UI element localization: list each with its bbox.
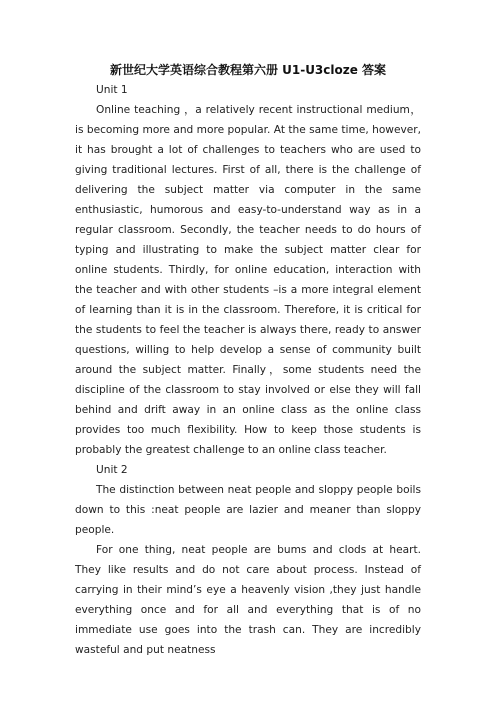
unit1-heading: Unit 1 — [96, 84, 128, 96]
unit2-heading: Unit 2 — [96, 464, 128, 476]
document-page — [75, 0, 421, 660]
unit2-paragraph-1: The distinction between neat people and sloppy people boils down to this :neat people are lazier and meaner than sloppy people. — [75, 484, 421, 536]
unit2-paragraph-2: For one thing, neat people are bums and clods at heart. They like results and do not care about process. Instead of carrying in their mind’s eye a heavenly vision ,they just handle everything once and for all and everything that is of no immediate use goes into the trash can. They are incredibly wasteful and put neatness — [75, 544, 421, 656]
unit1-paragraph: Online teaching ，a relatively recent instructional medium，is becoming more and more popular. At the same time, however, it has brought a lot of challenges to teachers who are used to giving traditional lectures. First of all, there is the challenge of delivering the subject matter via computer in the same enthusiastic, humorous and easy-to-understand way as in a regular classroom. Secondly, the teacher needs to do hours of typing and illustrating to make the subject matter clear for online students. Thirdly, for online education, interaction with the teacher and with other students –is a more integral element of learning than it is in the classroom. Therefore, it is critical for the students to feel the teacher is always there, ready to answer questions, willing to help develop a sense of community built around the subject matter. Finally，some students need the discipline of the classroom to stay involved or else they will fall behind and drift away in an online class as the online class provides too much flexibility. How to keep those students is probably the greatest challenge to an online class teacher. — [75, 104, 421, 456]
document-title: 新世纪大学英语综合教程第六册 U1-U3cloze 答案 — [109, 63, 387, 77]
